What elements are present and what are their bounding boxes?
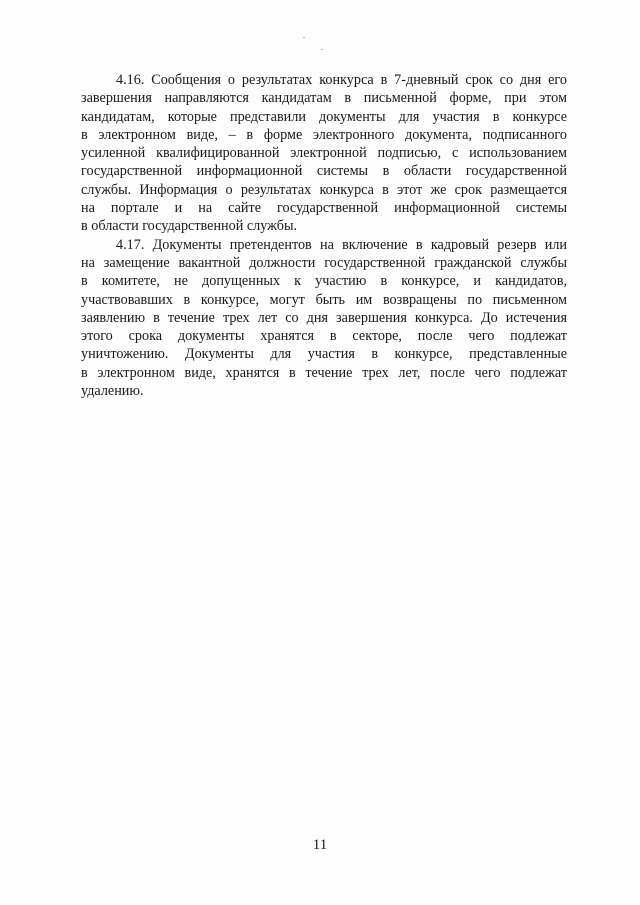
text-line: усиленной квалифицированной электронной подписью, с использованием [81,145,567,162]
document-body [81,71,567,400]
text-line: в электронном виде, хранятся в течение трех лет, после чего подлежат [81,364,567,381]
text-line: заявлению в течение трех лет со дня завершения конкурса. До истечения [81,309,567,326]
text-line: этого срока документы хранятся в секторе, после чего подлежат [81,328,567,345]
paragraph-4-17 [81,236,567,401]
text-line: государственной информационной системы в области государственной [81,163,567,180]
text-line: в электронном виде, – в форме электронного документа, подписанного [81,126,567,143]
text-line: на портале и на сайте государственной информационной системы [81,200,567,217]
scan-speck [321,49,323,50]
text-line: на замещение вакантной должности государственной гражданской службы [81,254,567,271]
text-line: завершения направляются кандидатам в письменной форме, при этом [81,90,567,107]
page-number: 11 [312,837,328,853]
paragraph-4-16 [81,71,567,236]
text-line: в области государственной службы. [81,218,298,235]
text-line: кандидатам, которые представили документы для участия в конкурсе [81,108,567,125]
text-line: удалению. [81,383,144,400]
text-line: участвовавших в конкурсе, могут быть им возвращены по письменном [81,291,567,308]
text-line: службы. Информация о результатах конкурса в этот же срок размещается [81,181,567,198]
text-line: 4.16. Сообщения о результатах конкурса в 7-дневный срок со дня его [116,72,567,88]
text-line: в комитете, не допущенных к участию в конкурсе, и кандидатов, [81,273,567,290]
text-line: уничтожению. Документы для участия в конкурсе, представленные [81,346,567,363]
scan-speck [303,37,305,38]
text-line: 4.17. Документы претендентов на включение в кадровый резерв или [116,236,567,253]
